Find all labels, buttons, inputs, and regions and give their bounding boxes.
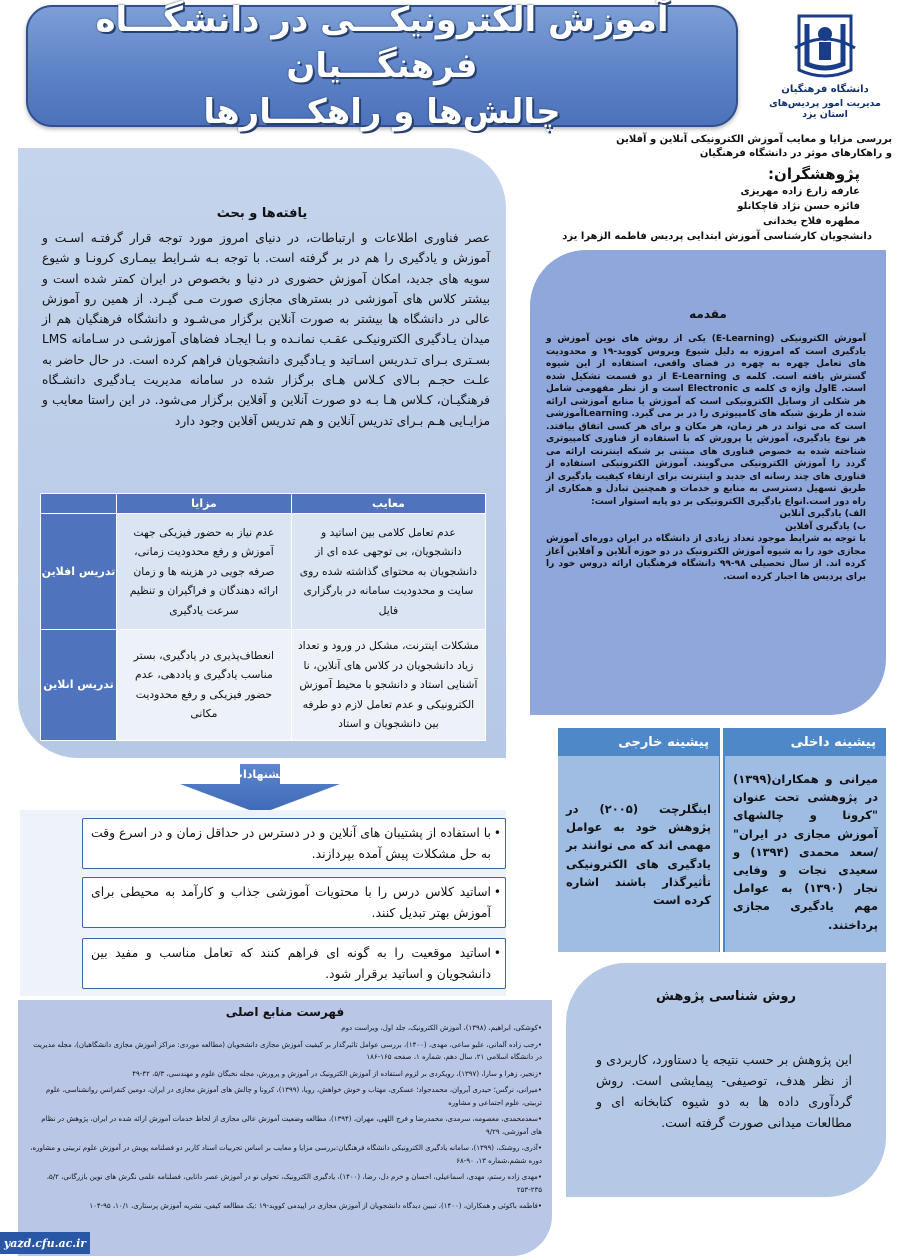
- logo-university-name: دانشگاه فرهنگیان: [781, 84, 869, 95]
- column-disadvantages: معایب: [291, 494, 485, 514]
- column-blank: [41, 494, 117, 514]
- intro-paragraph: الف) یادگیری آنلاین: [779, 509, 866, 519]
- row-label-online: تدریس انلاین: [41, 630, 117, 741]
- title-banner: [26, 0, 738, 132]
- university-logo: [758, 8, 892, 128]
- intro-paragraph: آموزش الکترونیکی (E-Learning) یکی از روش های نوین آموزش و یادگیری است که امروزه به دلیل شیوع ویروس کووید-۱۹ و محدودیت های تعامل چهره به چهره در فضای واقعی، استفاده از این شیوه گسترش یافته است. کلمه ی E-Learning از دو قسمت تشکیل شده است. Eاول واژه ی کلمه ی Electronic است و از نظر مفهومی شامل هر شکلی از وسایل الکترونیکی است که آموزش یا منابع آموزشی ارائه شده از طریق شبکه های کامپیوتری را در بر می گیرد. Learningآموزشی است که می تواند در هر زمان، هر مکان و برای هر کسی اتفاق بیافتد. هر نوع یادگیری، آموزش یا پرورش که با استفاده از فناوری کامپیوتری شناخته شده به خصوص فناوری های مبتنی بر شبکه اینترنت ارائه می گردد را آموزش الکترونیکی می‌گویند. آموزش الکترونیکی استفاده از فناوری های چند رسانه ای جدید و اینترنت برای ارتقاء کیفیت یادگیری از طریق تسهیل دسترسی به منابع و خدمات و همچنین تبادل و همکاری از راه دور است.انواع یادگیری الکترونیکی بر دو پایه استوار است:: [546, 334, 867, 507]
- researcher-name: مطهره فلاح یخدانی: [762, 216, 860, 227]
- external-background-text: اینگلرچت (۲۰۰۵) در پژوهش خود به عوامل مهمی اند که می توانند بر یادگیری های الکترونیکی تأثیرگذار باشند اشاره کرده است: [558, 756, 719, 952]
- internal-background-heading: پیشینه داخلی: [725, 728, 886, 756]
- researcher-name: فائزه حسن نژاد قاچکانلو: [737, 201, 860, 212]
- column-divider: [720, 728, 723, 952]
- title-line-1: آموزش الکترونیکـــی در دانشگـــاه فرهنگـــیان: [95, 0, 669, 86]
- researcher-name: عارفه زارع زاده مهریزی: [740, 186, 860, 197]
- references-heading: فهرست منابع اصلی: [225, 1005, 345, 1019]
- suggestion-item: [82, 938, 506, 989]
- bullet-icon: •: [493, 885, 501, 899]
- suggestions-heading: پیشنهادات: [231, 768, 289, 781]
- intro-paragraph: با توجه به شرایط موجود تعداد زیادی از دانشگاه در ایران دوره‌ای آموزش مجازی خود را به شیوه آموزش الکترونیک در دو حوزه آنلاین و آفلاین آغاز کرده اند. از سال تحصیلی ۹۸-۹۹ دانشگاه فرهنگیان ارائه دروس خود را برای پردیس ها اجبار کرده است.: [546, 534, 866, 582]
- reference-item: •سعدمحمدی، معصومه، سرمدی، محمدرضا و فرج اللهی، مهران، (۱۳۹۴)، مطالعه وضعیت آموزش عالی مجازی از لحاظ خدمات آموزش ارائه شده در ایران، پژوهش در نظام های آموزشی، ۹/۲۹: [41, 1115, 542, 1136]
- reference-item: •میرانی، نرگس؛ حیدری آبروان، محمدجواد؛ عسکری، مهتاب و خوش خواهش، رویا، (۱۳۹۹)، کرونا و چالش های آموزش مجازی در ایران، دومین کنفرانس روانشناسی، علوم تربیتی، علوم اجتماعی و مشاوره: [45, 1086, 542, 1107]
- introduction-panel: [530, 250, 886, 715]
- title-line-2: چالش‌ها و راهکـــارها: [203, 92, 561, 132]
- methodology-text: این پژوهش بر حسب نتیجه یا دستاورد، کاربردی و از نظر هدف، توصیفی- پیمایشی است. روش گردآوری داده ها به دو شیوه کتابخانه ای و مطالعات میدانی صورت گرفته است.: [596, 1052, 852, 1130]
- literature-review-panel: [558, 728, 886, 952]
- site-watermark: yazd.cfu.ac.ir: [0, 1232, 90, 1254]
- researchers-block: [520, 164, 872, 244]
- methodology-panel: [566, 963, 886, 1197]
- reference-item: •کوشکی، ابراهیم، (۱۳۹۸)، آموزش الکترونیک، جلد اول، ویراست دوم: [341, 1024, 542, 1032]
- researchers-heading: پژوهشگران:: [768, 165, 860, 183]
- subtitle-line-1: بررسی مزایا و معایب آموزش الکترونیکی آنلاین و آفلاین: [616, 134, 892, 145]
- column-advantages: مزایا: [117, 494, 292, 514]
- reference-item: •مهدی زاده رستم، مهدی، اسماعیلی، احسان و خرم دل، رضا، (۱۴۰۰)، یادگیری الکترونیک، تحولی نو در آموزش عصر دانایی، فصلنامه علمی نگرش های نوین بازرگانی، ۵/۲، ۲۳۵-۲۵۳: [46, 1173, 542, 1194]
- introduction-text: [546, 333, 866, 583]
- internal-background: [725, 728, 886, 952]
- external-background: [558, 728, 719, 952]
- table-header-row: [41, 494, 486, 514]
- reference-item: •آذری، روشنک، (۱۳۹۹)، سامانه یادگیری الکترونیکی دانشگاه فرهنگیان:بررسی مزایا و معایب بر اساس تجربیات اسناد کاربر دو فصلنامه پویش در آموزش علوم تربیتی و مشاوره، دوره ششم،شماره ۱۳، ۹۰-۶۸: [30, 1144, 542, 1165]
- table-row: [41, 514, 486, 630]
- methodology-heading: روش شناسی پژوهش: [656, 989, 796, 1004]
- suggestion-item: [82, 877, 506, 928]
- findings-text: عصر فناوری اطلاعات و ارتباطات، در دنیای امروز مورد توجه قرار گرفتـه اسـت و آموزش و یادگیری را هم در بر گرفته است. با توجه بـه شـرایط بیمـاری کرونـا و شیوع سویه های جدید، امکان آموزش حضوری در دنیا و بخصوص در ایران کمتر شده است و بیشتر کلاس های آموزشی در بسترهای مجازی صورت مـی گیـرد. از همین رو آموزش عالی در دانشگاه ها بیشتر به صورت آنلاین برگزار می‌شـود و دانشگاه فرهنگیان هم از میدان یـادگیری الکترونیکـی عقـب نمانـده و بـا ایجـاد فضاهای آموزشـی در سـامانه LMS بسـتری بـرای تـدریس اسـاتید و یـادگیری دانشجویان فراهم کرده است. در حال حاضر به علـت حجـم بـالای کـلاس هـای برگزار شده در سامانه مدیریت یـادگیری دانشـگاه فرهنگیـان، کـلاس هـا بـه دو صورت آنلاین و آفلاین برگزار می‌شود. در این راستا معایب و مزایـایی هـم بـرای تدریس آنلاین و هم تدریس آفلاین وجود دارد: [42, 231, 490, 428]
- reference-item: •فاطمه باکوئی و همکاران، (۱۴۰۰)، تبیین دیدگاه دانشجویان از آموزش مجازی در اپیدمی کووید-۱۹ :یک مطالعه کیفی، نشریه آموزش پرستاری، ۱۰/۱، ۹۵-۱۰۴: [89, 1202, 542, 1211]
- table-row: [41, 630, 486, 741]
- references-panel: [18, 1000, 552, 1256]
- researchers-affiliation: دانشجویان کارشناسی آموزش ابتدایی پردیس فاطمه الزهرا یزد: [562, 231, 872, 242]
- subtitle-line-2: و راهکارهای موثر در دانشگاه فرهنگیان: [699, 148, 892, 159]
- online-disadvantages: مشکلات اینترنت، مشکل در ورود و تعداد زیاد دانشجویان در کلاس های آنلاین، نا آشنایی استاد و دانشجو با محیط آموزش الکترونیکی و عدم تعامل لازم دو طرفه بین دانشجویان و استاد: [291, 630, 485, 741]
- internal-background-text: میرانی و همکاران(۱۳۹۹) در پژوهشی تحت عنوان "کرونا و چالشهای آموزش مجازی در ایران" /سعد محمدی (۱۳۹۴) و سعیدی نجات و وفایی نجار (۱۳۹۰) به عوامل مهم یادگیری مجازی پرداختند.: [725, 756, 886, 952]
- intro-paragraph: ب) یادگیری آفلاین: [785, 521, 866, 532]
- suggestion-text: اساتید کلاس درس را با محتویات آموزشی جذاب و کارآمد به محیطی برای آموزش بهتر تبدیل کنند.: [91, 884, 491, 920]
- row-label-offline: تدریس افلاین: [41, 514, 117, 630]
- reference-item: •رجب زاده آلمانی، علیو ساعی، مهدی، (۱۴۰۰)، بررسی عوامل تاثیرگذار بر کیفیت آموزش مجازی دانشجویان (مطالعه موردی: مراکز آموزش مجازی دانشگاهیان)، مجله مدیریت در دانشگاه اسلامی ۲۱، سال دهم، شماره ۱، صفحه ۱۶۵-۱۸۶: [33, 1040, 542, 1061]
- external-background-heading: پیشینه خارجی: [558, 728, 719, 756]
- suggestion-text: اساتید موقعیت را به گونه ای فراهم کنند که تعامل مناسب و مفید بین دانشجویان و اساتید برقرار شود.: [91, 945, 491, 981]
- suggestion-item: [82, 818, 506, 869]
- online-advantages: انعطاف‌پذیری در یادگیری، بستر مناسب یادگیری و یاددهی، عدم حضور فیزیکی و رفع محدودیت مکانی: [117, 630, 292, 741]
- suggestions-arrow: [170, 764, 350, 814]
- reference-item: •زنجیر، زهرا و سارا، (۱۳۹۷)، رویکردی بر لزوم استفاده از آموزش الکترونیک در آموزش و پرورش، مجله نخبگان علوم و مهندسی، ۵/۳، ۴۲-۴۹: [132, 1069, 542, 1078]
- logo-subtitle: مدیریت امور پردیس‌های استان یزد: [769, 98, 881, 120]
- introduction-heading: مقدمه: [689, 307, 727, 321]
- suggestion-text: با استفاده از پشتیبان های آنلاین و در دسترس در حداقل زمان و در اسرع وقت به حل مشکلات پیش آمده بپردازند.: [91, 825, 491, 861]
- comparison-table: [40, 493, 486, 741]
- offline-disadvantages: عدم تعامل کلامی بین اساتید و دانشجویان، بی توجهی عده ای از دانشجویان به محتوای گذاشته شده روی سایت و محدودیت سامانه در بارگزاری فایل: [291, 514, 485, 630]
- bullet-icon: •: [493, 946, 501, 960]
- university-emblem-icon: [793, 8, 857, 80]
- bullet-icon: •: [493, 826, 501, 840]
- offline-advantages: عدم نیاز به حضور فیزیکی جهت آموزش و رفع محدودیت زمانی، صرفه جویی در هزینه ها و زمان ارائه دهندگان و فراگیران و تنظیم سرعت یادگیری: [117, 514, 292, 630]
- references-list: [30, 1022, 542, 1217]
- poster-subtitle: [520, 133, 892, 161]
- findings-heading: یافته‌ها و بحث: [216, 206, 308, 221]
